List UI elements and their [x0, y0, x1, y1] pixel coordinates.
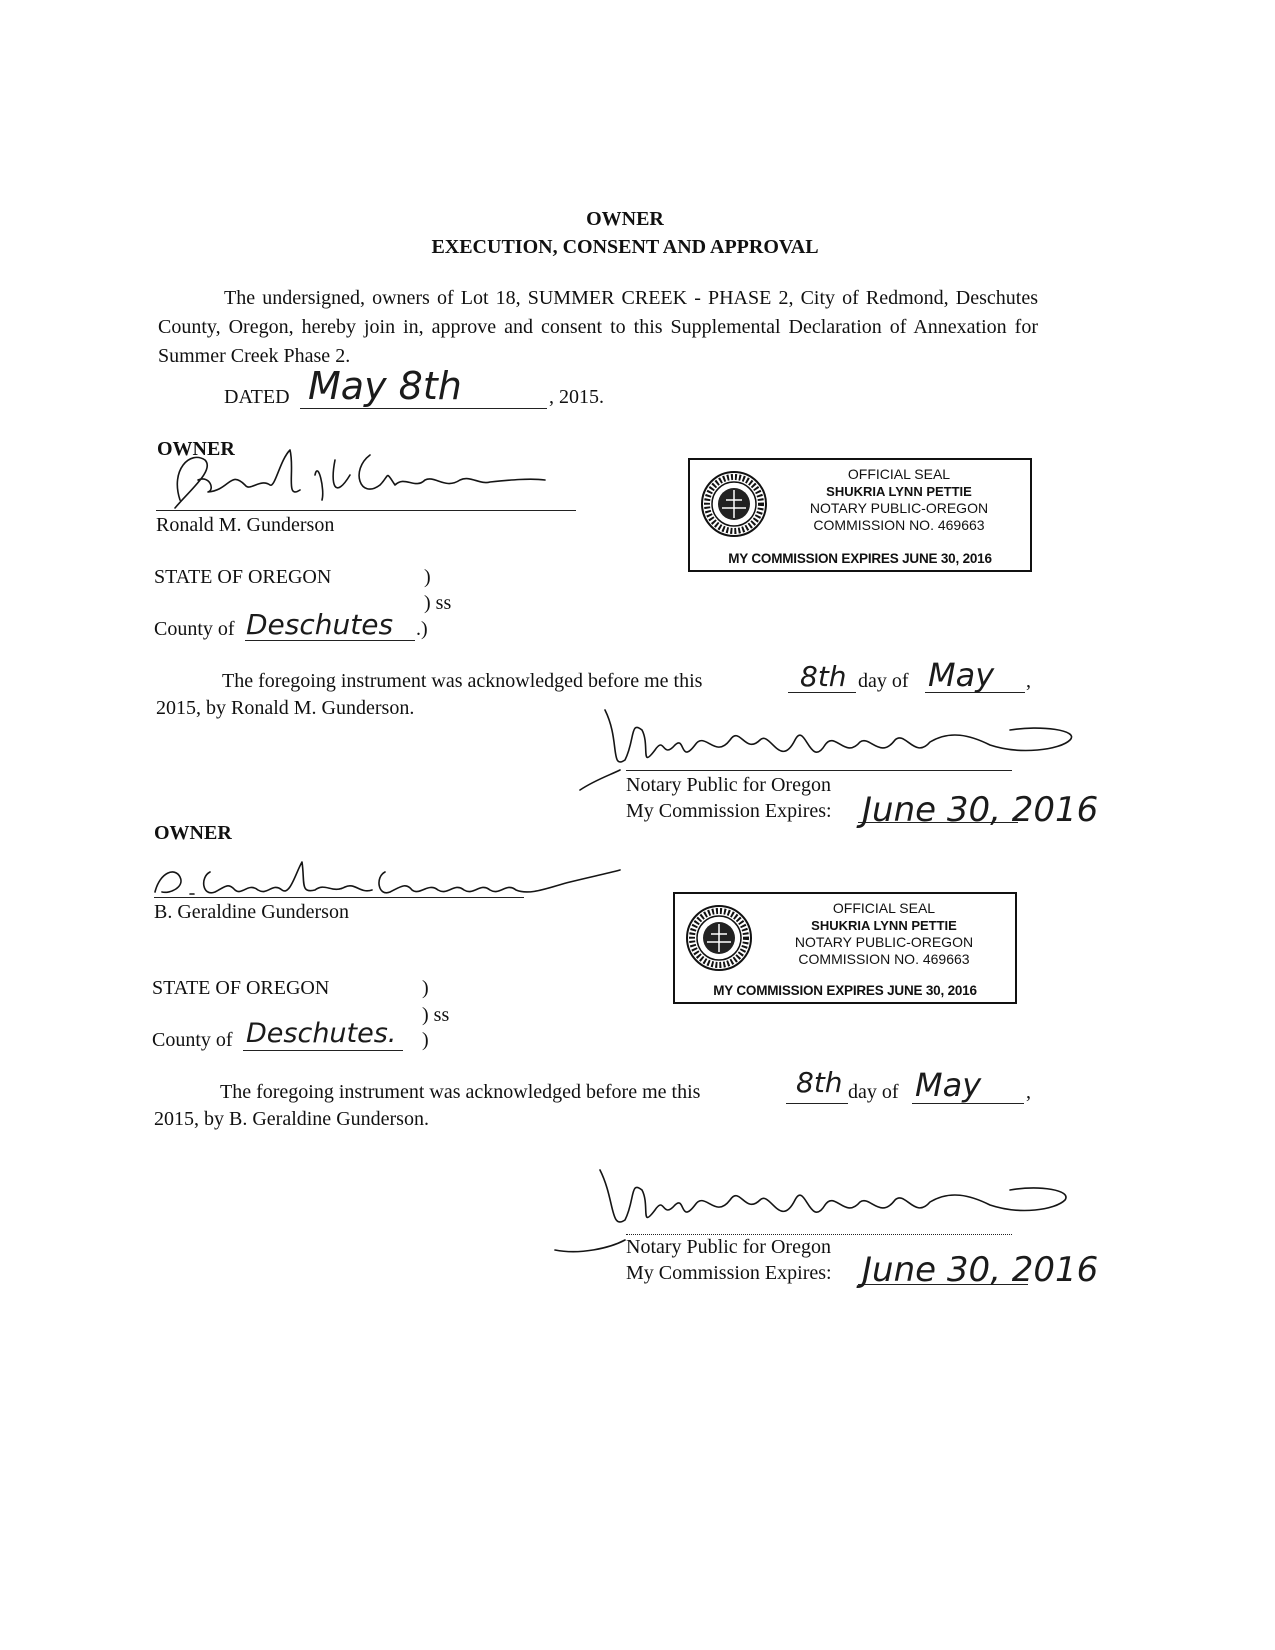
notary-seal-2: [673, 892, 1017, 1004]
notary1-commission-date: June 30, 2016: [862, 790, 1099, 830]
dated-label: DATED: [224, 386, 290, 408]
intro-paragraph: The undersigned, owners of Lot 18, SUMMER CREEK - PHASE 2, City of Redmond, Deschutes County, Oregon, hereby join in, approve and consent to this Supplemental Declaration of Annexation for Summer Creek Phase 2.: [158, 287, 1038, 367]
oregon-state-seal-icon: [700, 470, 768, 538]
seal2-notary-name: SHUKRIA LYNN PETTIE: [811, 918, 957, 933]
notary1-signature-line: [626, 770, 1012, 771]
seal2-commission-number: COMMISSION NO. 469663: [798, 951, 970, 967]
seal2-notary-public: NOTARY PUBLIC-OREGON: [794, 934, 974, 950]
dated-handwritten: May 8th: [308, 364, 462, 408]
owner2-ack-day-line: [786, 1103, 848, 1104]
owner2-county-handwritten: Deschutes.: [246, 1018, 397, 1049]
dated-line: [300, 408, 547, 409]
owner2-paren-close: ): [422, 1029, 429, 1051]
owner2-ss: ) ss: [422, 1004, 450, 1026]
owner2-ack-line2: 2015, by B. Geraldine Gunderson.: [154, 1108, 429, 1130]
seal-commission-number: COMMISSION NO. 469663: [813, 517, 985, 533]
owner1-heading: OWNER: [157, 438, 235, 460]
seal-notary-public: NOTARY PUBLIC-OREGON: [809, 500, 989, 516]
document-title: OWNER: [586, 208, 664, 230]
notary-seal: [688, 458, 1032, 572]
notary2-commission-label: My Commission Expires:: [626, 1262, 832, 1284]
owner2-ack-text: The foregoing instrument was acknowledged before me this: [220, 1081, 701, 1103]
notary2-commission-date: June 30, 2016: [862, 1250, 1099, 1290]
owner2-heading: OWNER: [154, 822, 232, 844]
owner2-ack-day: 8th: [796, 1066, 843, 1099]
owner1-county-handwritten: Deschutes: [246, 608, 394, 641]
owner1-county-label: County of: [154, 618, 235, 640]
owner2-county-label: County of: [152, 1029, 233, 1051]
owner2-ack-month: May: [915, 1066, 982, 1104]
owner1-ack-line2: 2015, by Ronald M. Gunderson.: [156, 697, 415, 719]
owner2-ack-day-of: day of: [848, 1081, 899, 1103]
notary2-label: Notary Public for Oregon: [626, 1236, 831, 1258]
notary1-label: Notary Public for Oregon: [626, 774, 831, 796]
owner2-name: B. Geraldine Gunderson: [154, 901, 349, 923]
owner2-county-line: [243, 1050, 403, 1051]
seal-expiration: MY COMMISSION EXPIRES JUNE 30, 2016: [728, 551, 992, 566]
owner1-ack-day-of: day of: [858, 670, 909, 692]
seal2-expiration: MY COMMISSION EXPIRES JUNE 30, 2016: [713, 983, 977, 998]
document-subtitle: EXECUTION, CONSENT AND APPROVAL: [431, 236, 819, 258]
owner1-ack-comma: ,: [1026, 670, 1031, 692]
notary1-commission-label: My Commission Expires:: [626, 800, 832, 822]
dated-year: , 2015.: [549, 386, 604, 408]
seal2-title: OFFICIAL SEAL: [832, 900, 936, 916]
owner2-ack-comma: ,: [1026, 1081, 1031, 1103]
oregon-state-seal-icon: [685, 904, 753, 972]
seal-notary-name: SHUKRIA LYNN PETTIE: [826, 484, 972, 499]
owner2-paren: ): [422, 977, 429, 999]
owner1-signature-line: [156, 510, 576, 511]
owner1-signature: [150, 430, 570, 520]
seal-title: OFFICIAL SEAL: [847, 466, 951, 482]
owner2-signature-line: [154, 897, 524, 898]
owner1-ack-month: May: [928, 656, 995, 694]
owner1-paren-close: .): [416, 618, 428, 640]
owner1-ack-day: 8th: [800, 660, 847, 693]
owner1-name: Ronald M. Gunderson: [156, 514, 335, 536]
notary2-signature-line: [626, 1234, 1012, 1235]
owner2-state: STATE OF OREGON: [152, 977, 330, 999]
owner1-paren: ): [424, 566, 431, 588]
owner1-ss: ) ss: [424, 592, 452, 614]
owner1-state: STATE OF OREGON: [154, 566, 332, 588]
owner1-ack-text: The foregoing instrument was acknowledged before me this: [222, 670, 703, 692]
